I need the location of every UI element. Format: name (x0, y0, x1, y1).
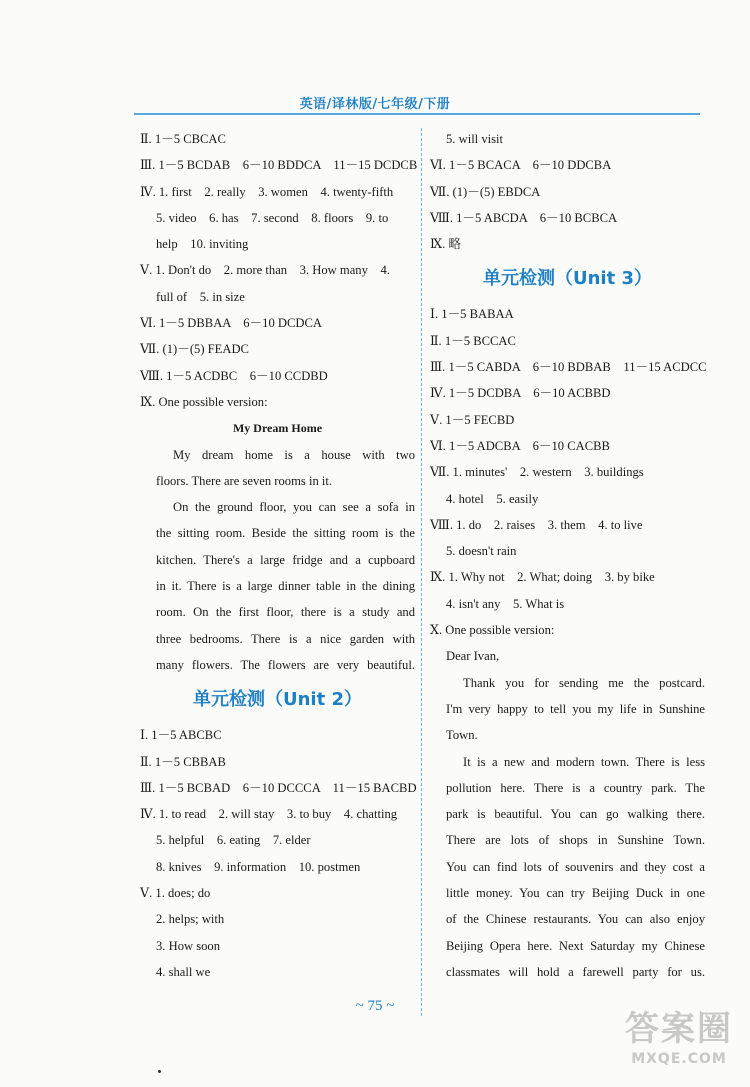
answer-line: Ⅳ. 1－5 DCDBA 6－10 ACBBD (430, 386, 611, 401)
answer-line: 2. helps; with (156, 912, 225, 927)
answer-line: 5. doesn't rain (446, 544, 517, 559)
letter-line: I'm very happy to tell you my life in Sunshine (446, 701, 705, 716)
answer-line: Ⅲ. 1－5 BCDAB 6－10 BDDCA 11－15 DCDCB (140, 158, 418, 173)
letter-line: park is beautiful. You can go walking there. (446, 807, 705, 822)
answer-line: Ⅸ. 1. Why not 2. What; doing 3. by bike (430, 570, 655, 585)
answer-line: Ⅹ. One possible version: (430, 623, 555, 638)
answer-line: Ⅵ. 1－5 DBBAA 6－10 DCDCA (140, 316, 323, 331)
letter-line: classmates will hold a farewell party for us. (446, 964, 705, 979)
watermark-main: 答案圈 (625, 1009, 733, 1049)
essay-line: floors. There are seven rooms in it. (156, 473, 333, 488)
letter-line: Beijing Opera here. Next Saturday my Chinese (446, 938, 705, 953)
essay-line: in it. There is a large dinner table in the dining (156, 579, 415, 594)
answer-line: Ⅴ. 1. does; do (140, 886, 211, 901)
answer-line: 8. knives 9. information 10. postmen (156, 859, 361, 874)
unit3-heading: 单元检测（Unit 3） (483, 268, 652, 290)
watermark-site: MXQE.COM (631, 1051, 727, 1067)
answer-line: Ⅰ. 1－5 ABCBC (140, 728, 222, 743)
column-divider (421, 128, 422, 1016)
left-column (140, 126, 418, 985)
unit2-heading: 单元检测（Unit 2） (193, 689, 362, 711)
answer-line: 5. helpful 6. eating 7. elder (156, 833, 311, 848)
answer-line: Ⅷ. 1－5 ABCDA 6－10 BCBCA (430, 210, 618, 225)
answer-line: Ⅶ. (1)－(5) FEADC (140, 342, 249, 357)
answer-line: Ⅱ. 1－5 CBBAB (140, 754, 226, 769)
letter-line: little money. You can try Beijing Duck in one (446, 886, 705, 901)
answer-line: Ⅲ. 1－5 BCBAD 6－10 DCCCA 11－15 BACBD (140, 780, 417, 795)
answer-line: Ⅴ. 1－5 FECBD (430, 412, 515, 427)
answer-line: Ⅸ. One possible version: (140, 394, 268, 409)
essay-line: many flowers. The flowers are very beautiful. (156, 657, 415, 672)
page-number: ~ 75 ~ (355, 998, 395, 1014)
letter-line: Town. (446, 728, 478, 743)
answer-line: Ⅳ. 1. first 2. really 3. women 4. twenty-fifth (140, 184, 394, 199)
watermark-logo (614, 1007, 744, 1077)
answer-line: Ⅵ. 1－5 ADCBA 6－10 CACBB (430, 438, 610, 453)
answer-line: 4. shall we (156, 964, 211, 979)
page-header-title: 英语/译林版/七年级/下册 (299, 97, 451, 112)
answer-line: 5. will visit (446, 132, 504, 146)
letter-line: of the Chinese restaurants. You can also enjoy (446, 912, 705, 927)
essay-line: the sitting room. Beside the sitting room is the (156, 526, 415, 541)
answer-line: full of 5. in size (156, 289, 245, 304)
answer-line: Ⅵ. 1－5 BCACA 6－10 DDCBA (430, 158, 612, 173)
essay-title: My Dream Home (232, 421, 323, 436)
answer-line: Ⅶ. (1)－(5) EBDCA (430, 184, 541, 199)
answer-line: Ⅷ. 1. do 2. raises 3. them 4. to live (430, 517, 643, 532)
answer-line: help 10. inviting (156, 237, 249, 252)
answer-line: Ⅱ. 1－5 BCCAC (430, 333, 516, 348)
answer-line: 5. video 6. has 7. second 8. floors 9. to (156, 210, 389, 225)
letter-greeting: Dear Ivan, (446, 649, 500, 664)
answer-line: Ⅱ. 1－5 CBCAC (140, 132, 226, 146)
letter-line: pollution here. There is a country park. The (446, 780, 705, 795)
essay-line: My dream home is a house with two (173, 447, 415, 462)
letter-line: You can find lots of souvenirs and they cost a (446, 859, 705, 874)
essay-line: room. On the first floor, there is a study and (156, 605, 415, 620)
answer-line: Ⅳ. 1. to read 2. will stay 3. to buy 4. chatting (140, 807, 398, 822)
stray-dot (158, 1070, 161, 1073)
answer-line: 4. isn't any 5. What is (446, 596, 565, 611)
letter-line: There are lots of shops in Sunshine Town. (446, 833, 705, 848)
answer-line: Ⅸ. 略 (430, 237, 462, 252)
right-column (430, 126, 705, 985)
answer-line: 4. hotel 5. easily (446, 491, 539, 506)
essay-line: kitchen. There's a large fridge and a cupboard (156, 552, 415, 567)
answer-line: Ⅴ. 1. Don't do 2. more than 3. How many 4. (140, 263, 390, 278)
answer-line: Ⅲ. 1－5 CABDA 6－10 BDBAB 11－15 ACDCC (430, 360, 707, 375)
letter-line: Thank you for sending me the postcard. (463, 675, 705, 690)
answer-line: Ⅰ. 1－5 BABAA (430, 307, 514, 322)
answer-line: Ⅷ. 1－5 ACDBC 6－10 CCDBD (140, 368, 328, 383)
essay-line: On the ground floor, you can see a sofa in (173, 500, 415, 515)
header-rule (134, 113, 700, 115)
essay-line: three bedrooms. There is a nice garden with (156, 631, 415, 646)
answer-line: 3. How soon (156, 938, 221, 953)
letter-line: It is a new and modern town. There is less (463, 754, 705, 769)
answer-line: Ⅶ. 1. minutes' 2. western 3. buildings (430, 465, 644, 480)
